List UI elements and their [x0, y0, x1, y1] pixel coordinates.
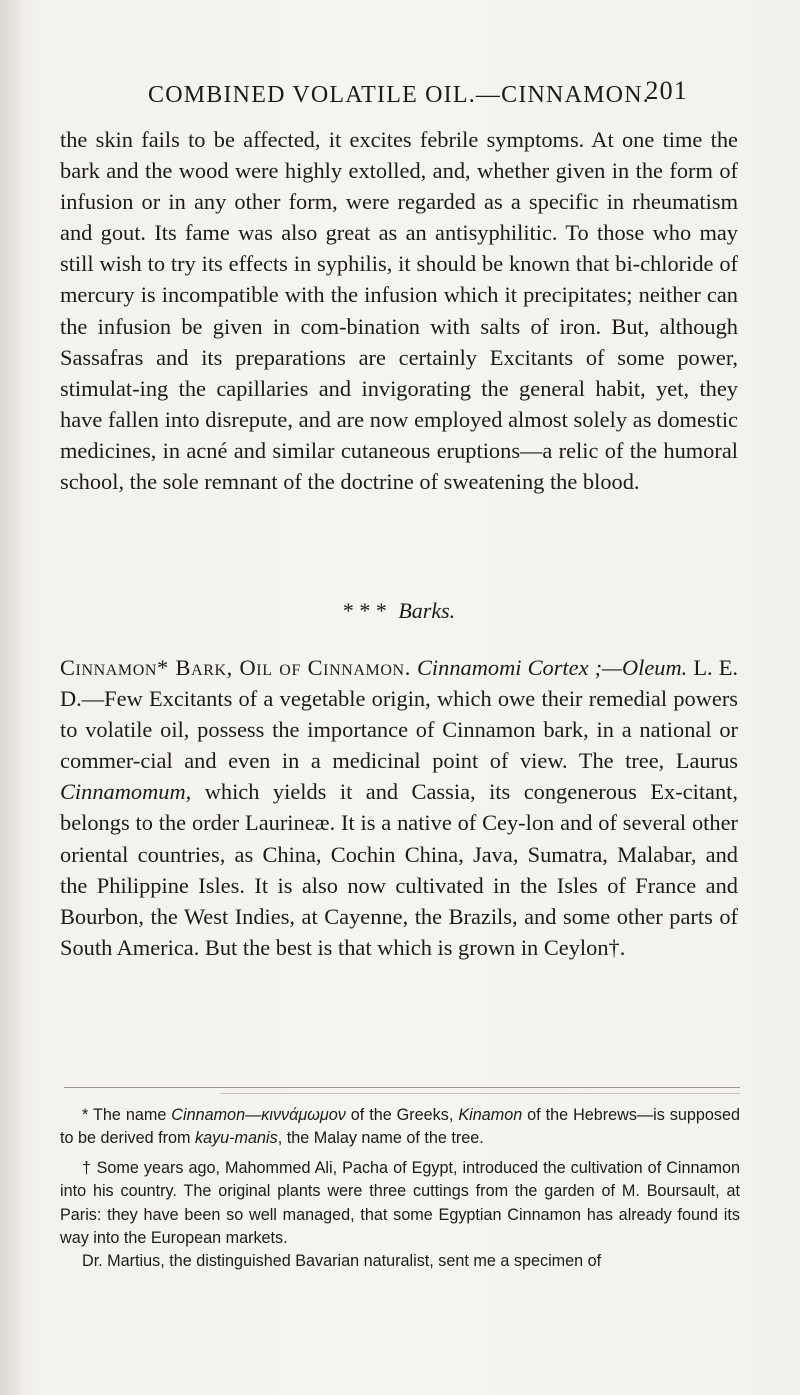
footnote-2-continuation: Dr. Martius, the distinguished Bavarian naturalist, sent me a specimen of [82, 1252, 602, 1271]
footnote-1-text-a: The name [92, 1106, 172, 1124]
footnote-1 [60, 1104, 740, 1151]
section-heading [60, 598, 738, 624]
footnote-rule [64, 1087, 740, 1088]
running-head-title: COMBINED VOLATILE OIL.—CINNAMON. [148, 82, 650, 108]
paragraph-sassafras [60, 124, 738, 497]
cinnamon-latin-heading: Cinnamomi Cortex ;—Oleum. [416, 655, 688, 680]
paragraph-2-part-1: —Few Excitants of a vegetable origin, which owe their remedial powers to volatile oil, possess the importance of Cinnamon bark, in a national or commer-cial and even in a medicinal point of view. The tree, Laurus [60, 686, 738, 774]
footnote-1-text-b: of the Greeks, [345, 1106, 459, 1124]
section-title: Barks. [398, 598, 456, 623]
paragraph-2-part-2: , which yields it and Cassia, its congenerous Ex-citant, belongs to the order Laurineæ. It is a native of Cey-lon and of several other oriental countries, as China, Cochin China, Java, Sumatra, Malabar, and the Philippine Isles. It is also now cultivated in the Isles of France and Bourbon, the West Indies, at Cayenne, the Brazils, and some other parts of South America. But the best is that which is grown in Ceylon†. [60, 779, 738, 960]
page-number: 201 [645, 76, 688, 105]
footnote-rule-secondary [220, 1093, 740, 1094]
paragraph-1-text: the skin fails to be affected, it excites febrile symptoms. At one time the bark and the wood were highly extolled, and, whether given in the form of infusion or in any other form, were regarded as a specific in rheumatism and gout. Its fame was also great as an antisyphilitic. To those who may still wish to try its effects in syphilis, it should be known that bi-chloride of mercury is incompatible with the infusion which it precipitates; neither can the infusion be given in com-bination with salts of iron. But, although Sassafras and its preparations are certainly Excitants of some power, stimulat-ing the capillaries and invigorating the general habit, yet, they have fallen into disrepute, and are now employed almost solely as domestic medicines, in acné and similar cutaneous eruptions—a relic of the humoral school, the sole remnant of the doctrine of sweatening the blood. [60, 127, 738, 495]
cinnamon-heading: Cinnamon* Bark, Oil of Cinnamon. [60, 655, 411, 680]
footnote-2 [60, 1157, 740, 1251]
section-asterisks: * * * [342, 598, 387, 623]
footnote-1-italic-a: Cinnamon—κιννάμωμον [171, 1106, 346, 1124]
footnote-1-text-d: , the Malay name of the tree. [277, 1129, 484, 1148]
paragraph-cinnamon [60, 652, 738, 963]
footnote-2-text: Some years ago, Mahommed Ali, Pacha of Egypt, introduced the cultivation of Cinnamon into his country. The original plants were three cuttings from the garden of M. Boursault, at Paris: they have been so well managed, that some Egyptian Cinnamon has already found its way into the European markets. [60, 1158, 740, 1248]
laurus-species-name: Cinnamomum [60, 779, 186, 805]
footnote-1-italic-b: Kinamon [458, 1106, 523, 1124]
footnote-2-marker: † [82, 1158, 92, 1177]
paragraph-2-text [60, 652, 738, 963]
footnote-1-marker: * [82, 1106, 89, 1124]
footnote-1-italic-c: kayu-manis [194, 1129, 278, 1148]
running-head [148, 76, 688, 116]
spine-shadow [0, 0, 22, 1395]
footnote-1-text-c: of the Hebrews—is supposed to be derived from [60, 1106, 740, 1148]
pharmacopoeia-codes: L. E. D. [60, 655, 738, 712]
footnotes [60, 1104, 740, 1274]
